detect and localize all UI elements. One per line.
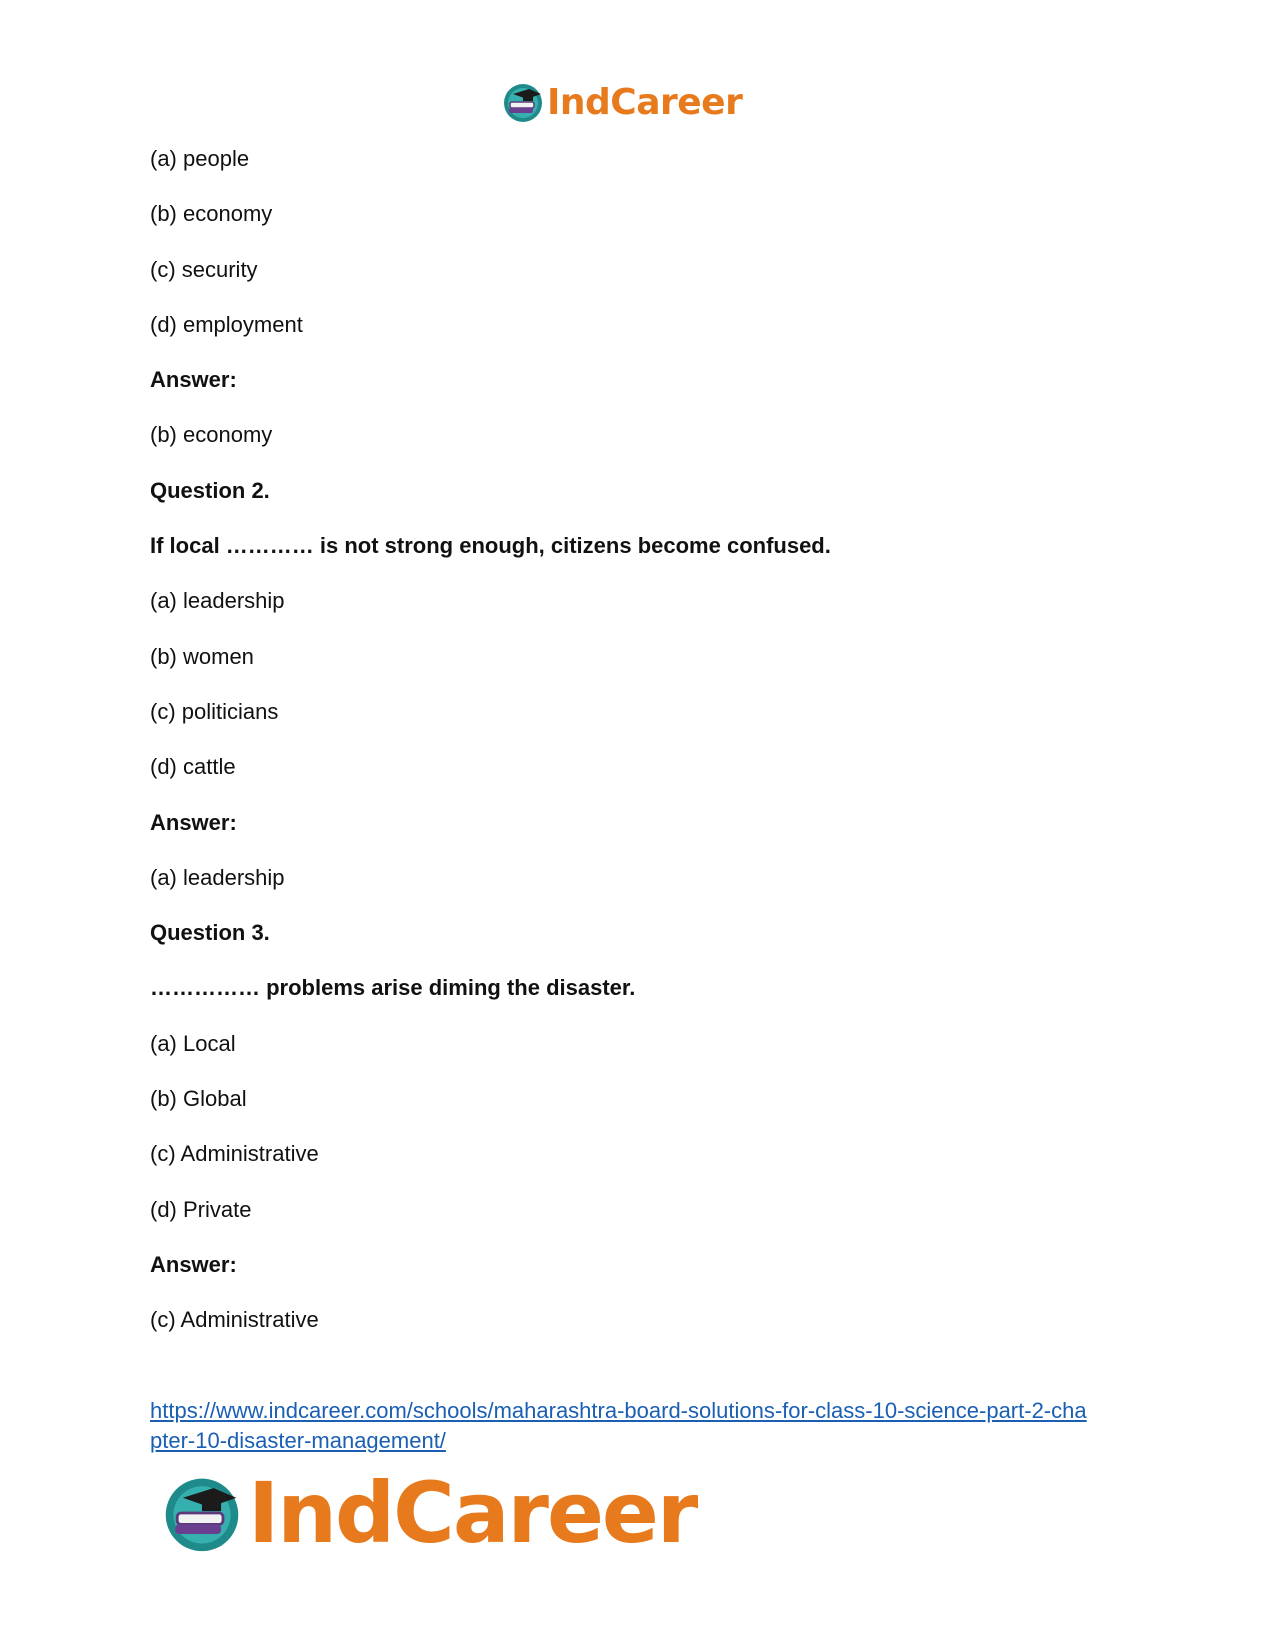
option-line: (c) Administrative: [150, 1307, 319, 1333]
option-line: (b) economy: [150, 422, 273, 448]
option-line: (c) security: [150, 256, 258, 282]
header-brand-name: IndCareer: [547, 81, 743, 123]
source-link[interactable]: [150, 1398, 1087, 1453]
option-line: (c) politicians: [150, 698, 279, 724]
heading-line: Question 2.: [150, 477, 270, 503]
header-logo: [501, 78, 742, 126]
option-line: (b) Global: [150, 1086, 247, 1112]
source-link-block: [150, 1396, 1130, 1456]
option-line: (a) leadership: [150, 588, 285, 614]
option-line: (a) leadership: [150, 864, 285, 890]
footer-logo: [160, 1464, 697, 1562]
option-line: (b) women: [150, 643, 254, 669]
option-line: (b) economy: [150, 201, 273, 227]
heading-line: Question 3.: [150, 920, 270, 946]
heading-line: Answer:: [150, 809, 237, 835]
option-line: (d) cattle: [150, 754, 236, 780]
heading-line: …………… problems arise diming the disaster.: [150, 975, 636, 1001]
heading-line: If local ………… is not strong enough, citizens become confused.: [150, 533, 831, 559]
document-body: [150, 146, 1150, 1363]
graduation-cap-book-icon: [160, 1471, 244, 1555]
option-line: (a) people: [150, 146, 250, 171]
option-line: (d) Private: [150, 1196, 252, 1222]
heading-line: Answer:: [150, 1251, 237, 1277]
source-link-line-1: https://www.indcareer.com/schools/maharashtra-board-solutions-for-class-10-science-part-2-cha: [150, 1398, 1087, 1423]
source-link-line-2: pter-10-disaster-management/: [150, 1428, 446, 1453]
option-line: (d) employment: [150, 311, 303, 337]
graduation-cap-book-icon: [501, 80, 545, 124]
option-line: (c) Administrative: [150, 1141, 319, 1167]
option-line: (a) Local: [150, 1030, 236, 1056]
footer-brand-name: IndCareer: [248, 1464, 697, 1562]
heading-line: Answer:: [150, 367, 237, 393]
